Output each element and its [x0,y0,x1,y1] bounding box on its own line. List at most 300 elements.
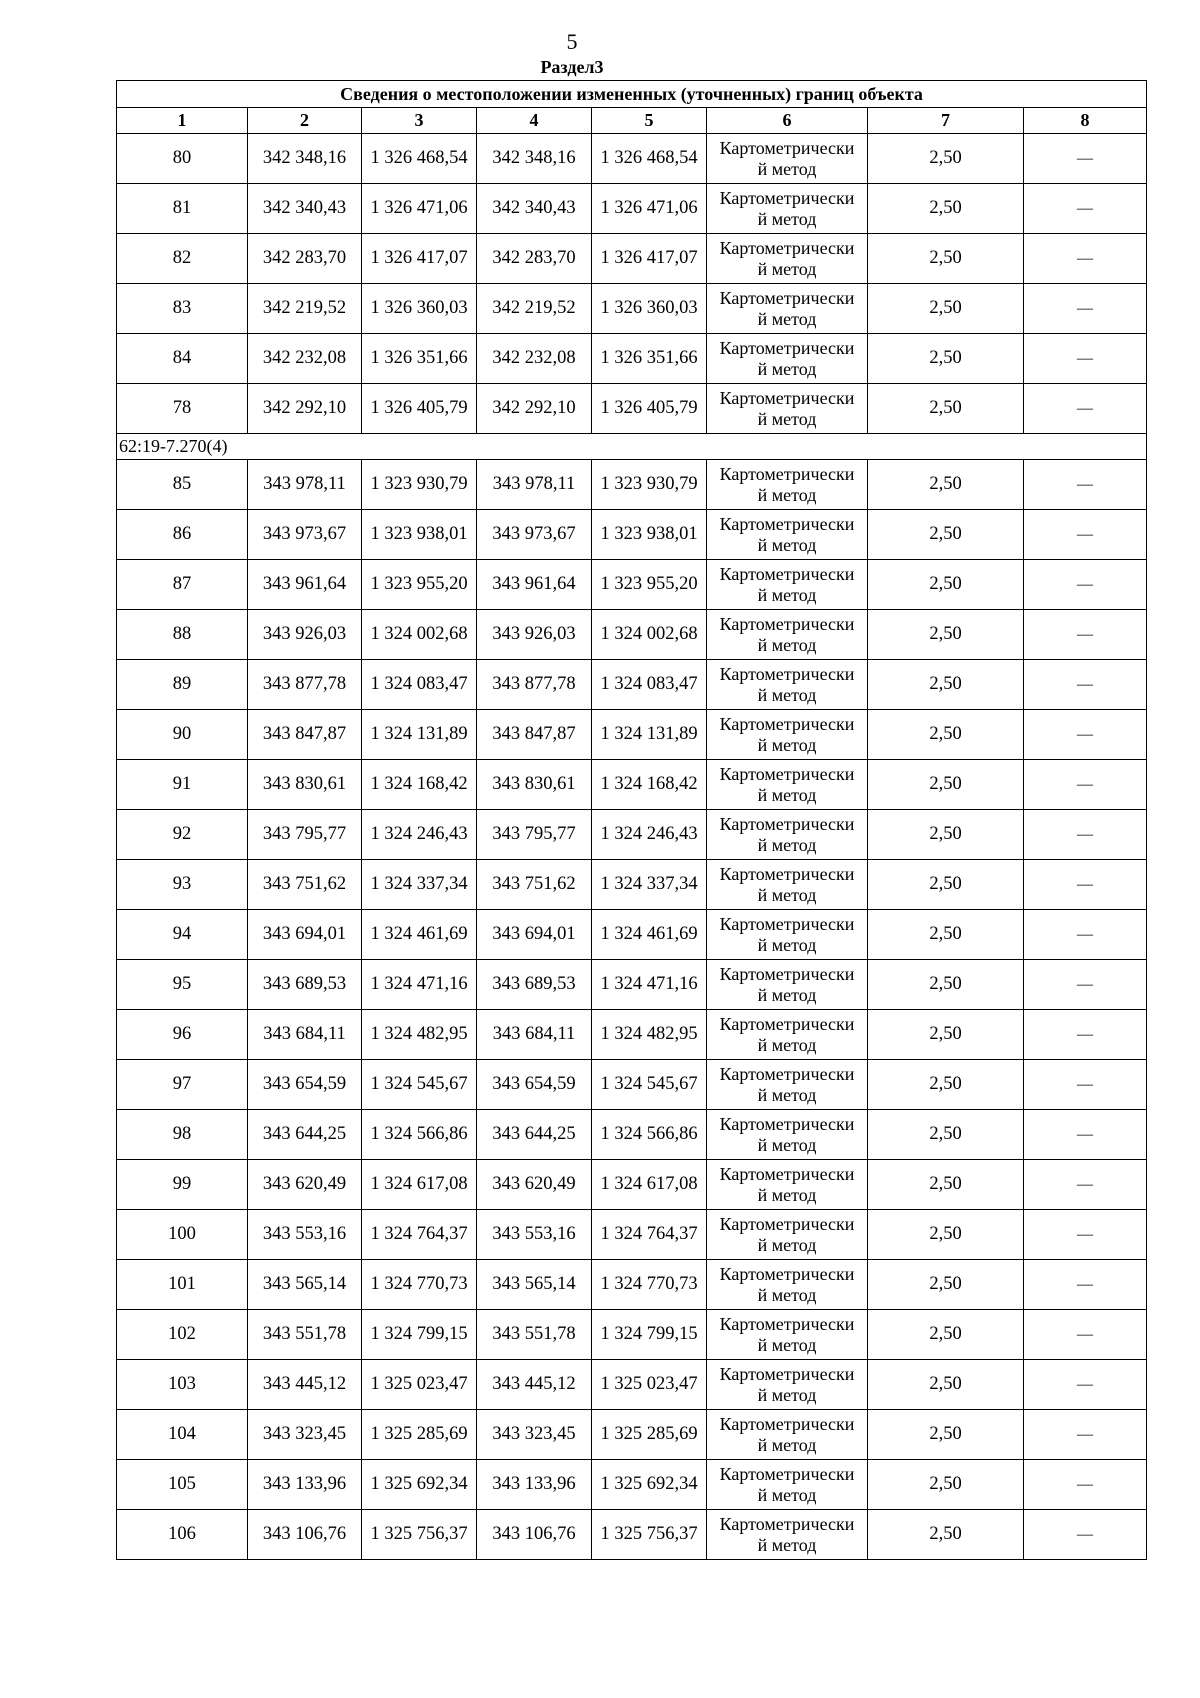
table-row [117,1010,1147,1060]
y-coordinate-cell: 1 324 482,95 [362,1010,477,1060]
accuracy-cell: 2,50 [868,134,1024,184]
method-cell [707,910,868,960]
method-text: Картометрически [719,613,855,634]
method-text: й метод [757,534,817,555]
method-text: й метод [757,1534,817,1555]
description-cell: — [1024,1060,1147,1110]
method-cell [707,384,868,434]
method-text: Картометрически [719,1213,855,1234]
table-row [117,760,1147,810]
table-caption-row [117,81,1147,108]
method-text: Картометрически [719,1163,855,1184]
method-text: й метод [757,634,817,655]
y-coordinate-cell: 1 324 545,67 [362,1060,477,1110]
table-row [117,610,1147,660]
y-coordinate-cell: 1 326 351,66 [362,334,477,384]
point-number-cell: 97 [117,1060,248,1110]
table-row [117,234,1147,284]
x-coordinate-cell: 343 926,03 [248,610,362,660]
x-coordinate-cell: 342 340,43 [248,184,362,234]
y-coordinate-cell: 1 324 566,86 [592,1110,707,1160]
x-coordinate-cell: 343 973,67 [248,510,362,560]
description-cell: — [1024,184,1147,234]
column-header: 2 [248,108,362,134]
accuracy-cell: 2,50 [868,1160,1024,1210]
point-number-cell: 106 [117,1510,248,1560]
table-row [117,910,1147,960]
method-cell [707,610,868,660]
description-cell: — [1024,1360,1147,1410]
method-cell [707,334,868,384]
method-text: й метод [757,1084,817,1105]
x-coordinate-cell: 343 654,59 [248,1060,362,1110]
y-coordinate-cell: 1 325 692,34 [592,1460,707,1510]
method-text: й метод [757,1184,817,1205]
x-coordinate-cell: 343 133,96 [248,1460,362,1510]
x-coordinate-cell: 342 292,10 [477,384,592,434]
x-coordinate-cell: 343 106,76 [477,1510,592,1560]
method-text: й метод [757,834,817,855]
y-coordinate-cell: 1 324 770,73 [592,1260,707,1310]
point-number-cell: 103 [117,1360,248,1410]
accuracy-cell: 2,50 [868,1310,1024,1360]
description-cell: — [1024,760,1147,810]
point-number-cell: 80 [117,134,248,184]
table-row [117,1510,1147,1560]
table-row [117,184,1147,234]
accuracy-cell: 2,50 [868,710,1024,760]
description-cell: — [1024,610,1147,660]
point-number-cell: 83 [117,284,248,334]
method-text: й метод [757,1484,817,1505]
method-text: й метод [757,734,817,755]
method-text: Картометрически [719,563,855,584]
method-cell [707,1310,868,1360]
method-cell [707,184,868,234]
point-number-cell: 99 [117,1160,248,1210]
accuracy-cell: 2,50 [868,1010,1024,1060]
accuracy-cell: 2,50 [868,384,1024,434]
method-cell [707,134,868,184]
point-number-cell: 102 [117,1310,248,1360]
method-text: Картометрически [719,1463,855,1484]
x-coordinate-cell: 343 961,64 [477,560,592,610]
x-coordinate-cell: 343 551,78 [477,1310,592,1360]
method-cell [707,460,868,510]
method-cell [707,1210,868,1260]
method-cell [707,810,868,860]
method-cell [707,510,868,560]
y-coordinate-cell: 1 324 461,69 [592,910,707,960]
x-coordinate-cell: 343 961,64 [248,560,362,610]
point-number-cell: 95 [117,960,248,1010]
accuracy-cell: 2,50 [868,510,1024,560]
y-coordinate-cell: 1 324 131,89 [362,710,477,760]
y-coordinate-cell: 1 323 938,01 [362,510,477,560]
method-text: Картометрически [719,137,855,158]
y-coordinate-cell: 1 325 285,69 [362,1410,477,1460]
y-coordinate-cell: 1 325 756,37 [592,1510,707,1560]
method-text: й метод [757,884,817,905]
table-body [117,134,1147,1560]
method-text: й метод [757,208,817,229]
column-header: 3 [362,108,477,134]
y-coordinate-cell: 1 324 083,47 [362,660,477,710]
description-cell: — [1024,660,1147,710]
description-cell: — [1024,284,1147,334]
accuracy-cell: 2,50 [868,910,1024,960]
y-coordinate-cell: 1 324 799,15 [592,1310,707,1360]
y-coordinate-cell: 1 324 482,95 [592,1010,707,1060]
y-coordinate-cell: 1 324 770,73 [362,1260,477,1310]
x-coordinate-cell: 342 340,43 [477,184,592,234]
accuracy-cell: 2,50 [868,560,1024,610]
description-cell: — [1024,1260,1147,1310]
table-row [117,560,1147,610]
method-text: й метод [757,308,817,329]
y-coordinate-cell: 1 325 285,69 [592,1410,707,1460]
point-number-cell: 88 [117,610,248,660]
y-coordinate-cell: 1 326 351,66 [592,334,707,384]
y-coordinate-cell: 1 324 246,43 [362,810,477,860]
table-row [117,1310,1147,1360]
method-text: Картометрически [719,913,855,934]
method-cell [707,1510,868,1560]
x-coordinate-cell: 343 323,45 [477,1410,592,1460]
y-coordinate-cell: 1 326 417,07 [362,234,477,284]
point-number-cell: 84 [117,334,248,384]
point-number-cell: 101 [117,1260,248,1310]
accuracy-cell: 2,50 [868,284,1024,334]
y-coordinate-cell: 1 324 471,16 [592,960,707,1010]
method-cell [707,1460,868,1510]
method-text: Картометрически [719,813,855,834]
method-text: Картометрически [719,663,855,684]
method-text: й метод [757,484,817,505]
description-cell: — [1024,1210,1147,1260]
y-coordinate-cell: 1 324 764,37 [362,1210,477,1260]
table-row [117,960,1147,1010]
x-coordinate-cell: 343 689,53 [248,960,362,1010]
method-cell [707,960,868,1010]
method-cell [707,1410,868,1460]
x-coordinate-cell: 343 620,49 [477,1160,592,1210]
description-cell: — [1024,910,1147,960]
method-text: й метод [757,984,817,1005]
y-coordinate-cell: 1 324 545,67 [592,1060,707,1110]
description-cell: — [1024,860,1147,910]
accuracy-cell: 2,50 [868,960,1024,1010]
table-row [117,384,1147,434]
method-text: й метод [757,934,817,955]
x-coordinate-cell: 343 751,62 [477,860,592,910]
method-text: й метод [757,408,817,429]
y-coordinate-cell: 1 326 360,03 [592,284,707,334]
x-coordinate-cell: 343 978,11 [477,460,592,510]
description-cell: — [1024,810,1147,860]
method-text: Картометрически [719,1063,855,1084]
method-cell [707,1010,868,1060]
method-text: Картометрически [719,1363,855,1384]
point-number-cell: 78 [117,384,248,434]
description-cell: — [1024,1310,1147,1360]
x-coordinate-cell: 343 565,14 [248,1260,362,1310]
x-coordinate-cell: 343 106,76 [248,1510,362,1560]
method-cell [707,860,868,910]
description-cell: — [1024,1460,1147,1510]
method-text: Картометрически [719,187,855,208]
point-number-cell: 89 [117,660,248,710]
point-number-cell: 82 [117,234,248,284]
method-text: Картометрически [719,963,855,984]
y-coordinate-cell: 1 323 930,79 [592,460,707,510]
method-cell [707,660,868,710]
table-row [117,1060,1147,1110]
accuracy-cell: 2,50 [868,1110,1024,1160]
x-coordinate-cell: 343 830,61 [477,760,592,810]
accuracy-cell: 2,50 [868,860,1024,910]
table-row [117,1460,1147,1510]
y-coordinate-cell: 1 323 938,01 [592,510,707,560]
x-coordinate-cell: 342 283,70 [477,234,592,284]
method-text: Картометрически [719,1513,855,1534]
accuracy-cell: 2,50 [868,1210,1024,1260]
accuracy-cell: 2,50 [868,334,1024,384]
page-number: 5 [566,29,578,54]
point-number-cell: 98 [117,1110,248,1160]
x-coordinate-cell: 343 323,45 [248,1410,362,1460]
method-text: Картометрически [719,287,855,308]
method-cell [707,1160,868,1210]
method-text: й метод [757,258,817,279]
y-coordinate-cell: 1 325 756,37 [362,1510,477,1560]
description-cell: — [1024,1410,1147,1460]
description-cell: — [1024,234,1147,284]
table-row [117,1410,1147,1460]
accuracy-cell: 2,50 [868,760,1024,810]
x-coordinate-cell: 343 694,01 [477,910,592,960]
y-coordinate-cell: 1 324 566,86 [362,1110,477,1160]
method-cell [707,760,868,810]
group-label: 62:19-7.270(4) [117,434,1147,460]
x-coordinate-cell: 342 219,52 [477,284,592,334]
accuracy-cell: 2,50 [868,1460,1024,1510]
y-coordinate-cell: 1 324 617,08 [592,1160,707,1210]
accuracy-cell: 2,50 [868,184,1024,234]
method-text: й метод [757,1334,817,1355]
accuracy-cell: 2,50 [868,1260,1024,1310]
y-coordinate-cell: 1 324 168,42 [592,760,707,810]
method-text: Картометрически [719,237,855,258]
method-text: Картометрически [719,713,855,734]
table-row [117,1110,1147,1160]
table-row [117,284,1147,334]
table-caption: Сведения о местоположении измененных (уточненных) границ объекта [117,81,1147,108]
description-cell: — [1024,710,1147,760]
method-text: й метод [757,1234,817,1255]
y-coordinate-cell: 1 324 337,34 [592,860,707,910]
x-coordinate-cell: 342 232,08 [477,334,592,384]
y-coordinate-cell: 1 326 468,54 [362,134,477,184]
point-number-cell: 91 [117,760,248,810]
method-cell [707,284,868,334]
x-coordinate-cell: 343 847,87 [477,710,592,760]
table-row [117,510,1147,560]
x-coordinate-cell: 343 445,12 [477,1360,592,1410]
x-coordinate-cell: 343 978,11 [248,460,362,510]
y-coordinate-cell: 1 323 930,79 [362,460,477,510]
method-text: Картометрически [719,1413,855,1434]
x-coordinate-cell: 343 751,62 [248,860,362,910]
x-coordinate-cell: 343 553,16 [477,1210,592,1260]
x-coordinate-cell: 343 877,78 [248,660,362,710]
x-coordinate-cell: 343 877,78 [477,660,592,710]
section-title: Раздел3 [540,57,604,77]
column-header: 1 [117,108,248,134]
method-cell [707,1360,868,1410]
method-text: Картометрически [719,863,855,884]
description-cell: — [1024,1110,1147,1160]
x-coordinate-cell: 343 795,77 [477,810,592,860]
point-number-cell: 92 [117,810,248,860]
method-text: Картометрически [719,763,855,784]
method-text: й метод [757,158,817,179]
description-cell: — [1024,960,1147,1010]
table-row [117,1160,1147,1210]
x-coordinate-cell: 343 926,03 [477,610,592,660]
y-coordinate-cell: 1 324 337,34 [362,860,477,910]
method-text: й метод [757,1384,817,1405]
method-text: Картометрически [719,1313,855,1334]
y-coordinate-cell: 1 325 023,47 [362,1360,477,1410]
x-coordinate-cell: 343 654,59 [477,1060,592,1110]
point-number-cell: 94 [117,910,248,960]
method-text: Картометрически [719,1263,855,1284]
y-coordinate-cell: 1 326 405,79 [592,384,707,434]
method-text: й метод [757,1034,817,1055]
x-coordinate-cell: 343 973,67 [477,510,592,560]
point-number-cell: 86 [117,510,248,560]
y-coordinate-cell: 1 323 955,20 [362,560,477,610]
method-text: й метод [757,358,817,379]
point-number-cell: 100 [117,1210,248,1260]
method-text: Картометрически [719,463,855,484]
description-cell: — [1024,510,1147,560]
x-coordinate-cell: 343 689,53 [477,960,592,1010]
table-row [117,1210,1147,1260]
point-number-cell: 85 [117,460,248,510]
table-row [117,710,1147,760]
method-cell [707,234,868,284]
x-coordinate-cell: 343 620,49 [248,1160,362,1210]
y-coordinate-cell: 1 326 471,06 [362,184,477,234]
y-coordinate-cell: 1 323 955,20 [592,560,707,610]
table-row [117,660,1147,710]
point-number-cell: 81 [117,184,248,234]
description-cell: — [1024,134,1147,184]
column-header: 8 [1024,108,1147,134]
table-row [117,860,1147,910]
accuracy-cell: 2,50 [868,660,1024,710]
point-number-cell: 96 [117,1010,248,1060]
accuracy-cell: 2,50 [868,460,1024,510]
table-row [117,460,1147,510]
method-text: Картометрически [719,1013,855,1034]
y-coordinate-cell: 1 326 468,54 [592,134,707,184]
x-coordinate-cell: 343 694,01 [248,910,362,960]
method-text: й метод [757,584,817,605]
x-coordinate-cell: 343 445,12 [248,1360,362,1410]
description-cell: — [1024,384,1147,434]
method-text: Картометрически [719,337,855,358]
accuracy-cell: 2,50 [868,1510,1024,1560]
method-text: й метод [757,1284,817,1305]
x-coordinate-cell: 343 847,87 [248,710,362,760]
table-row [117,334,1147,384]
accuracy-cell: 2,50 [868,1410,1024,1460]
y-coordinate-cell: 1 324 461,69 [362,910,477,960]
description-cell: — [1024,334,1147,384]
method-cell [707,1110,868,1160]
point-number-cell: 104 [117,1410,248,1460]
table-row [117,134,1147,184]
method-text: Картометрически [719,1113,855,1134]
y-coordinate-cell: 1 324 131,89 [592,710,707,760]
x-coordinate-cell: 342 348,16 [477,134,592,184]
column-header: 7 [868,108,1024,134]
method-cell [707,1260,868,1310]
column-header: 5 [592,108,707,134]
x-coordinate-cell: 342 292,10 [248,384,362,434]
description-cell: — [1024,460,1147,510]
description-cell: — [1024,1160,1147,1210]
y-coordinate-cell: 1 324 471,16 [362,960,477,1010]
point-number-cell: 90 [117,710,248,760]
x-coordinate-cell: 342 283,70 [248,234,362,284]
x-coordinate-cell: 343 644,25 [477,1110,592,1160]
description-cell: — [1024,1510,1147,1560]
column-header: 6 [707,108,868,134]
y-coordinate-cell: 1 324 002,68 [592,610,707,660]
y-coordinate-cell: 1 324 083,47 [592,660,707,710]
x-coordinate-cell: 343 795,77 [248,810,362,860]
x-coordinate-cell: 343 565,14 [477,1260,592,1310]
point-number-cell: 87 [117,560,248,610]
method-text: Картометрически [719,513,855,534]
table-row [117,1360,1147,1410]
method-cell [707,560,868,610]
column-header: 4 [477,108,592,134]
accuracy-cell: 2,50 [868,1060,1024,1110]
y-coordinate-cell: 1 326 360,03 [362,284,477,334]
y-coordinate-cell: 1 324 799,15 [362,1310,477,1360]
y-coordinate-cell: 1 324 764,37 [592,1210,707,1260]
table-row [117,1260,1147,1310]
y-coordinate-cell: 1 326 471,06 [592,184,707,234]
description-cell: — [1024,1010,1147,1060]
point-number-cell: 105 [117,1460,248,1510]
method-cell [707,1060,868,1110]
table-head [117,81,1147,134]
table-row [117,810,1147,860]
y-coordinate-cell: 1 326 405,79 [362,384,477,434]
accuracy-cell: 2,50 [868,234,1024,284]
coordinates-table [116,80,1147,1560]
point-number-cell: 93 [117,860,248,910]
description-cell: — [1024,560,1147,610]
y-coordinate-cell: 1 326 417,07 [592,234,707,284]
method-text: Картометрически [719,387,855,408]
